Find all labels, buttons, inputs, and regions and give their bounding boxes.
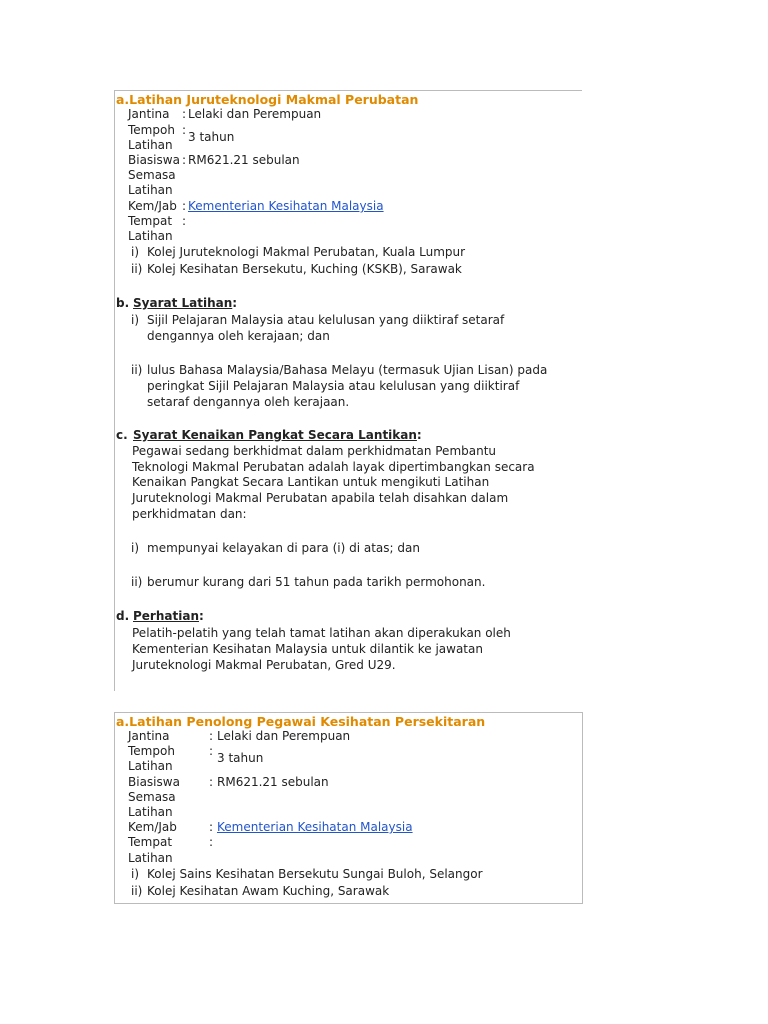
c-para-line-1: Pegawai sedang berkhidmat dalam perkhidmatan Pembantu bbox=[132, 444, 497, 458]
s2-jantina-label: Jantina bbox=[128, 729, 170, 743]
s2-kemjab-sep: : bbox=[209, 820, 214, 834]
b-i-line-1: Sijil Pelajaran Malaysia atau kelulusan yang diiktiraf setaraf bbox=[147, 313, 505, 327]
b-ii-line-1: lulus Bahasa Malaysia/Bahasa Melayu (termasuk Ujian Lisan) pada bbox=[147, 363, 548, 377]
s2-jantina-sep: : bbox=[209, 729, 214, 743]
kementerian-link[interactable]: Kementerian Kesihatan Malaysia bbox=[188, 199, 384, 213]
section-b-heading bbox=[133, 296, 237, 311]
c-para-line-2: Teknologi Makmal Perubatan adalah layak dipertimbangkan secara bbox=[132, 460, 535, 474]
biasiswa-label-2: Semasa bbox=[128, 168, 176, 182]
b-ii-line-3: setaraf dengannya oleh kerajaan. bbox=[147, 395, 350, 409]
s2-biasiswa-label-2: Semasa bbox=[128, 790, 176, 804]
tempoh-label: Tempoh bbox=[128, 123, 175, 137]
b-ii-num: ii) bbox=[131, 363, 143, 377]
d-para-line-2: Kementerian Kesihatan Malaysia untuk dilantik ke jawatan bbox=[132, 642, 483, 656]
s2-tempoh-label-2: Latihan bbox=[128, 759, 173, 773]
c-para-line-4: Juruteknologi Makmal Perubatan apabila telah disahkan dalam bbox=[132, 491, 509, 505]
tempoh-value: 3 tahun bbox=[188, 130, 235, 144]
s2-place-1-num: i) bbox=[131, 867, 140, 881]
s2-place-2-num: ii) bbox=[131, 884, 143, 898]
section-d-letter: d. bbox=[116, 609, 130, 623]
place-2-num: ii) bbox=[131, 262, 143, 276]
tempoh-sep: : bbox=[182, 123, 187, 137]
s2-kemjab-label: Kem/Jab bbox=[128, 820, 177, 834]
section-1-title: a.Latihan Juruteknologi Makmal Perubatan bbox=[116, 92, 419, 107]
d-para-line-1: Pelatih-pelatih yang telah tamat latihan akan diperakukan oleh bbox=[132, 626, 511, 640]
s2-place-1-text: Kolej Sains Kesihatan Bersekutu Sungai Buloh, Selangor bbox=[147, 867, 483, 881]
tempat-label: Tempat bbox=[128, 214, 173, 228]
s2-tempoh-label: Tempoh bbox=[128, 744, 175, 758]
b-i-line-2: dengannya oleh kerajaan; dan bbox=[147, 329, 330, 343]
s2-kementerian-link[interactable]: Kementerian Kesihatan Malaysia bbox=[217, 820, 413, 834]
jantina-sep: : bbox=[182, 107, 187, 121]
b-i-num: i) bbox=[131, 313, 140, 327]
section-d-heading bbox=[133, 609, 204, 624]
c-i-num: i) bbox=[131, 541, 140, 555]
biasiswa-sep: : bbox=[182, 153, 187, 167]
s2-tempoh-value: 3 tahun bbox=[217, 751, 264, 765]
tempat-label-2: Latihan bbox=[128, 229, 173, 243]
tempoh-label-2: Latihan bbox=[128, 138, 173, 152]
s2-tempoh-sep: : bbox=[209, 744, 214, 758]
b-ii-line-2: peringkat Sijil Pelajaran Malaysia atau kelulusan yang diiktiraf bbox=[147, 379, 520, 393]
s2-biasiswa-sep: : bbox=[209, 775, 214, 789]
biasiswa-label: Biasiswa bbox=[128, 153, 180, 167]
biasiswa-value: RM621.21 sebulan bbox=[188, 153, 300, 167]
section-c-letter: c. bbox=[116, 428, 128, 442]
section-b-heading-text: Syarat Latihan bbox=[133, 296, 233, 310]
c-para-line-5: perkhidmatan dan: bbox=[132, 507, 247, 521]
section-2-title: a.Latihan Penolong Pegawai Kesihatan Persekitaran bbox=[116, 714, 486, 729]
s2-biasiswa-label: Biasiswa bbox=[128, 775, 180, 789]
c-ii-text: berumur kurang dari 51 tahun pada tarikh permohonan. bbox=[147, 575, 486, 589]
c-ii-num: ii) bbox=[131, 575, 143, 589]
jantina-label: Jantina bbox=[128, 107, 170, 121]
section-d-colon: : bbox=[198, 609, 204, 623]
biasiswa-label-3: Latihan bbox=[128, 183, 173, 197]
s2-tempat-label-2: Latihan bbox=[128, 851, 173, 865]
section-b-colon: : bbox=[232, 296, 238, 310]
s2-tempat-label: Tempat bbox=[128, 835, 173, 849]
tempat-sep: : bbox=[182, 214, 187, 228]
section-c-heading-text: Syarat Kenaikan Pangkat Secara Lantikan bbox=[133, 428, 417, 442]
d-para-line-3: Juruteknologi Makmal Perubatan, Gred U29. bbox=[132, 658, 396, 672]
section-c-colon: : bbox=[416, 428, 422, 442]
s2-biasiswa-value: RM621.21 sebulan bbox=[217, 775, 329, 789]
kemjab-sep: : bbox=[182, 199, 187, 213]
section-d-heading-text: Perhatian bbox=[133, 609, 199, 623]
c-para-line-3: Kenaikan Pangkat Secara Lantikan untuk mengikuti Latihan bbox=[132, 475, 490, 489]
place-2-text: Kolej Kesihatan Bersekutu, Kuching (KSKB), Sarawak bbox=[147, 262, 462, 276]
section-b-letter: b. bbox=[116, 296, 130, 310]
jantina-value: Lelaki dan Perempuan bbox=[188, 107, 322, 121]
section-c-heading bbox=[133, 428, 422, 443]
s2-tempat-sep: : bbox=[209, 835, 214, 849]
s2-biasiswa-label-3: Latihan bbox=[128, 805, 173, 819]
kemjab-label: Kem/Jab bbox=[128, 199, 177, 213]
c-i-text: mempunyai kelayakan di para (i) di atas; dan bbox=[147, 541, 420, 555]
s2-jantina-value: Lelaki dan Perempuan bbox=[217, 729, 351, 743]
s2-place-2-text: Kolej Kesihatan Awam Kuching, Sarawak bbox=[147, 884, 390, 898]
place-1-num: i) bbox=[131, 245, 140, 259]
place-1-text: Kolej Juruteknologi Makmal Perubatan, Kuala Lumpur bbox=[147, 245, 466, 259]
